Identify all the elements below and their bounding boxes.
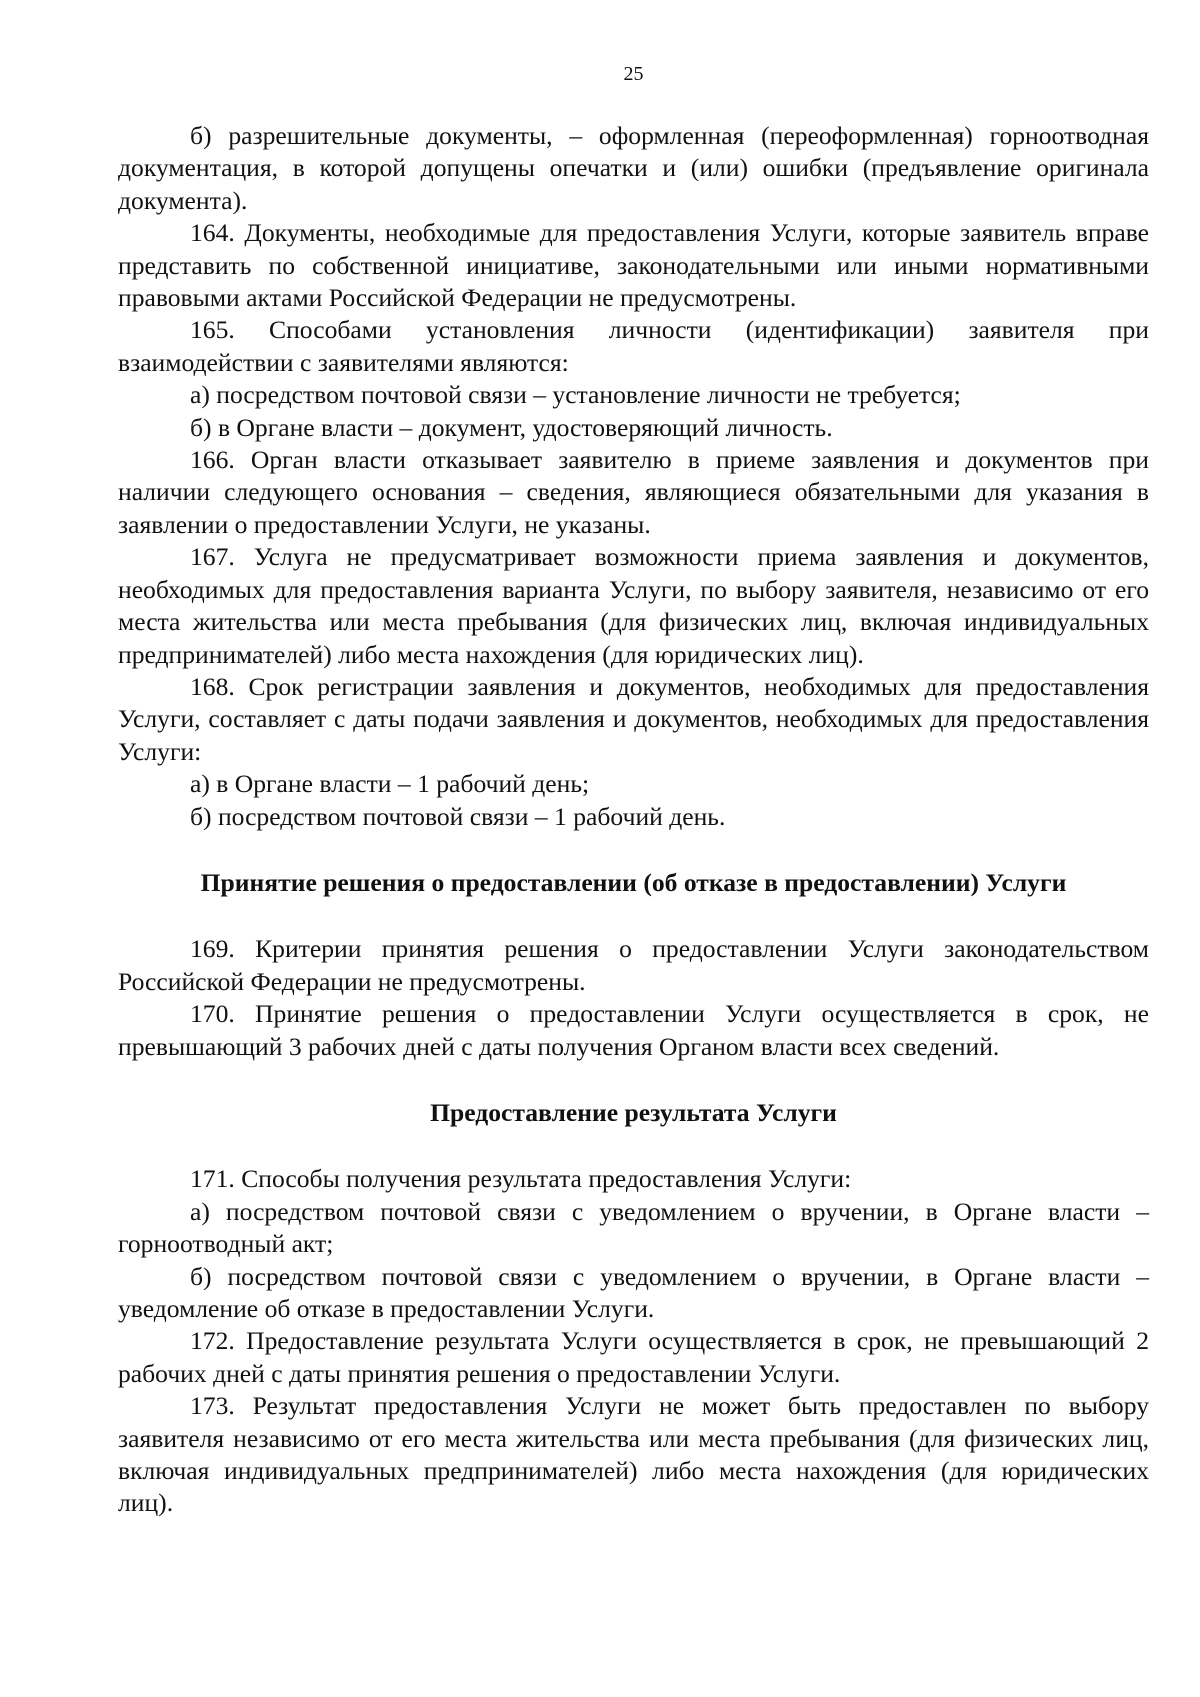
document-page: [118, 62, 1149, 1520]
paragraph-169: 169. Критерии принятия решения о предоставлении Услуги законодательством Российской Федерации не предусмотрены.: [118, 934, 1149, 996]
paragraph-171-a: а) посредством почтовой связи с уведомлением о вручении, в Органе власти – горноотводный акт;: [118, 1196, 1149, 1259]
section-heading-result: Предоставление результата Услуги: [430, 1097, 837, 1127]
page-number: 25: [623, 63, 644, 85]
section-block-1: [118, 120, 1149, 833]
paragraph-173: 173. Результат предоставления Услуги не может быть предоставлен по выбору заявителя независимо от его места жительства или места пребывания (для физических лиц, включая индивидуальных предпринимателей) либо места нахождения (для юридических лиц).: [118, 1391, 1149, 1518]
section-block-3: [118, 1163, 1149, 1519]
paragraph-164: 164. Документы, необходимые для предоставления Услуги, которые заявитель вправе представить по собственной инициативе, законодательными или иными нормативными правовыми актами Российской Федерации не предусмотрены.: [118, 218, 1149, 313]
paragraph-165: 165. Способами установления личности (идентификации) заявителя при взаимодействии с заявителями являются:: [118, 315, 1149, 377]
paragraph-170: 170. Принятие решения о предоставлении Услуги осуществляется в срок, не превышающий 3 рабочих дней с даты получения Органом власти всех сведений.: [118, 999, 1149, 1061]
paragraph-165-b: б) в Органе власти – документ, удостоверяющий личность.: [190, 412, 833, 442]
section-heading-decision: Принятие решения о предоставлении (об отказе в предоставлении) Услуги: [200, 867, 1067, 897]
paragraph-166: 166. Орган власти отказывает заявителю в приеме заявления и документов при наличии следующего основания – сведения, являющиеся обязательными для указания в заявлении о предоставлении Услуги, не указаны.: [118, 445, 1149, 539]
paragraph-171: 171. Способы получения результата предоставления Услуги:: [190, 1164, 852, 1194]
paragraph-168-b: б) посредством почтовой связи – 1 рабочий день.: [190, 801, 726, 831]
paragraph-167: 167. Услуга не предусматривает возможности приема заявления и документов, необходимых для предоставления варианта Услуги, по выбору заявителя, независимо от его места жительства или места пребывания (для физических лиц, включая индивидуальных предпринимателей) либо места нахождения (для юридических лиц).: [118, 542, 1149, 669]
section-block-2: [118, 933, 1149, 1063]
paragraph-168: 168. Срок регистрации заявления и документов, необходимых для предоставления Услуги, составляет с даты подачи заявления и документов, необходимых для предоставления Услуги:: [118, 671, 1149, 766]
paragraph-165-a: а) посредством почтовой связи – установление личности не требуется;: [190, 380, 961, 410]
paragraph-b-permits: б) разрешительные документы, – оформленная (переоформленная) горноотводная документация, в которой допущены опечатки и (или) ошибки (предъявление оригинала документа).: [118, 121, 1149, 215]
paragraph-171-b: б) посредством почтовой связи с уведомлением о вручении, в Органе власти – уведомление об отказе в предоставлении Услуги.: [118, 1261, 1149, 1323]
paragraph-172: 172. Предоставление результата Услуги осуществляется в срок, не превышающий 2 рабочих дней с даты принятия решения о предоставлении Услуги.: [118, 1326, 1149, 1388]
paragraph-168-a: а) в Органе власти – 1 рабочий день;: [190, 769, 590, 799]
